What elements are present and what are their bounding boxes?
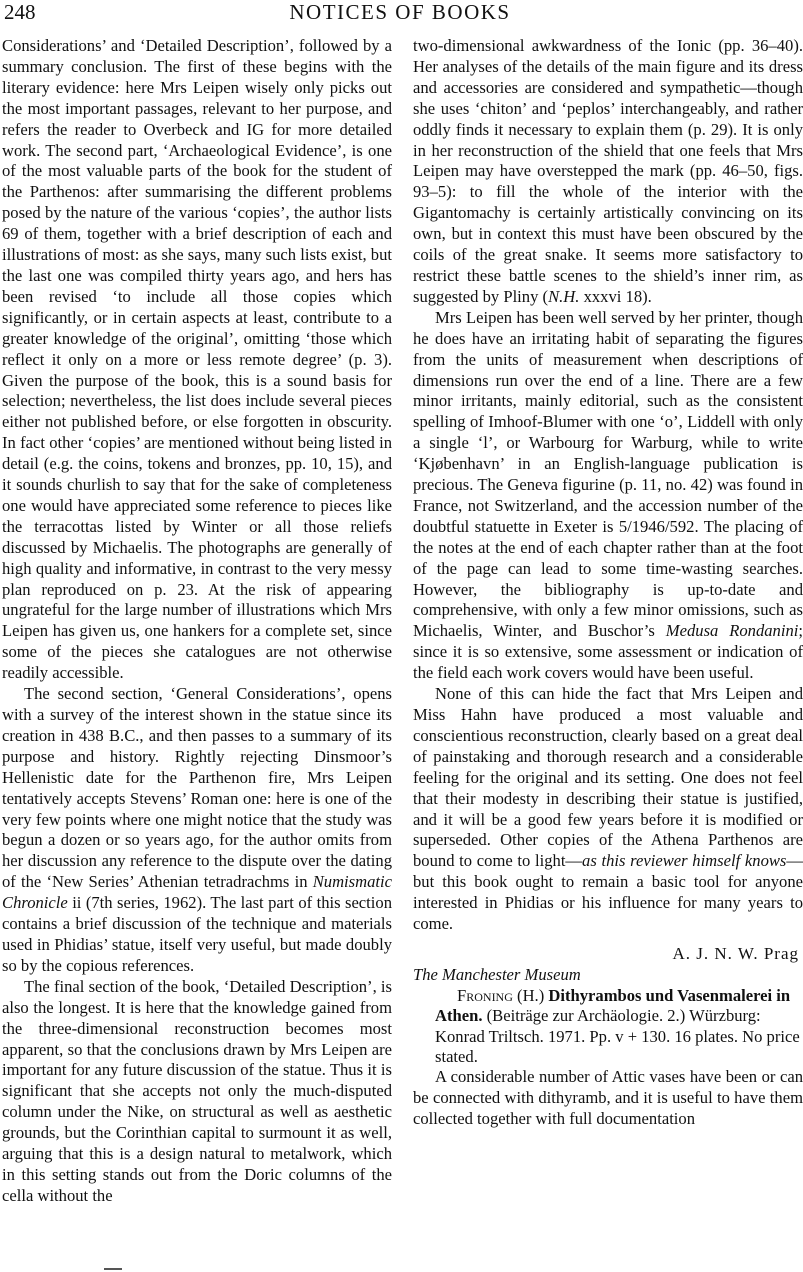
right-column: [413, 36, 803, 1130]
text-run: None of this can hide the fact that Mrs Leipen and Miss Hahn have produced a most valuable and conscientious reconstruction, clearly based on a great deal of painstaking and thorough research and a considerable feeling for the original and its setting. One does not feel that their modesty in describing their statue is justified, and it will be a good few years before it is modified or superseded. Other copies of the Athena Parthenos are bound to come to light—: [413, 684, 803, 871]
work-title: Medusa Rondanini: [665, 621, 799, 641]
paragraph: [413, 684, 803, 935]
footer-mark: [104, 1268, 122, 1270]
citation-ref: N.H.: [548, 286, 580, 306]
reviewer-signature: A. J. N. W. Prag: [672, 943, 799, 963]
paragraph: The final section of the book, ‘Detailed Description’, is also the longest. It is here that the knowledge gained from the three-dimensional reconstruction becomes most apparent, so that the conclusions drawn by Mrs Leipen are important for any future discussion of the statue. Thus it is significant that she accepts not only the much-disputed column under the Nike, on structural as well as aesthetic grounds, but the Corinthian capital to surmount it as well, arguing that this is a design natural to metalwork, which in this setting stands out from the Doric columns of the cella without the: [2, 976, 392, 1205]
paragraph: [2, 684, 392, 977]
reviewed-series: (Beiträge zur Archäologie. 2.): [486, 1006, 686, 1026]
review-opening-paragraph: A considerable number of Attic vases have been or can be connected with dithyramb, and it is useful to have them collected together with full documentation: [413, 1067, 803, 1129]
page-header: [0, 0, 800, 26]
reviewed-author: Froning (H.): [457, 985, 545, 1005]
page-number: 248: [4, 0, 36, 24]
paragraph: [413, 36, 803, 308]
reviewed-publisher: Würzburg: Konrad Triltsch. 1971. Pp. v + 130. 16 plates. No price stated.: [435, 1006, 800, 1066]
text-run: Mrs Leipen has been well served by her printer, though he does have an irritating habit of separating the figures from the units of measurement when descriptions of dimensions run over the end of a line. There are a few minor irritants, mainly editorial, such as the consistent spelling of Imhoof-Blumer with one ‘o’, Liddell with only a single ‘l’, or Warbourg for Warburg, while to write ‘Kjøbenhavn’ in an English-language publication is precious. The Geneva figurine (p. 11, no. 42) was found in France, not Switzerland, and the accession number of the doubtful statuette in Exeter is 5/1946/592. The placing of the notes at the end of each chapter rather than at the foot of the page can lead to some time-wasting searches. However, the bibliography is up-to-date and comprehensive, with only a few minor omissions, such as Michaelis, Winter, and Buschor’s: [413, 307, 803, 641]
journal-title: Numismatic Chronicle: [2, 872, 392, 913]
running-head: NOTICES OF BOOKS: [289, 0, 511, 24]
text-run: ii (7th series, 1962). The last part of this section contains a brief discussion of the technique and materials used in Phidias’ statue, itself very useful, but made doubly so by the copious references.: [2, 893, 392, 975]
text-aside: as this reviewer himself knows: [582, 851, 787, 871]
text-run: ; since it is so extensive, some assessment or indication of the field each work covers would have been useful.: [413, 621, 803, 683]
paragraph: [413, 308, 803, 684]
review-heading: [413, 986, 803, 1068]
reviewer-affiliation: The Manchester Museum: [413, 964, 581, 984]
text-run: —but this book ought to remain a basic tool for anyone interested in Phidias or his influence for many years to come.: [413, 851, 803, 934]
text-run: two-dimensional awkwardness of the Ionic (pp. 36–40). Her analyses of the details of the main figure and its dress and accessories are considered and sympathetic—though she uses ‘chiton’ and ‘peplos’ interchangeably, and rather oddly finds it necessary to explain them (p. 29). It is only in her reconstruction of the shield that one feels that Mrs Leipen may have overstepped the mark (pp. 46–50, figs. 93–5): to fill the whole of the interior with the Gigantomachy is certainly artistically convincing on its own, but in context this must have been obscured by the coils of the great snake. It seems more satisfactory to restrict these battle scenes to the shield’s inner rim, as suggested by Pliny (: [413, 36, 803, 306]
left-column: [2, 36, 392, 1207]
reviewed-title: Dithyrambos und Vasenmalerei in Athen.: [435, 985, 791, 1026]
text-run: xxxvi 18).: [579, 286, 652, 306]
paragraph: Considerations’ and ‘Detailed Description’, followed by a summary conclusion. The first of these begins with the literary evidence: here Mrs Leipen wisely only picks out the most important passages, relevant to her purpose, and refers the reader to Overbeck and IG for more detailed work. The second part, ‘Archaeological Evidence’, is one of the most valuable parts of the book for the student of the Parthenos: after summarising the different problems posed by the nature of the various ‘copies’, the author lists 69 of them, together with a brief description of each and illustrations of most: as she says, many such lists exist, but the last one was compiled thirty years ago, and hers has been revised ‘to include all those copies which significantly, or in certain aspects at least, contribute to a greater knowledge of the original’, omitting ‘those which reflect it only on a more or less remote degree’ (p. 3). Given the purpose of the book, this is a sound basis for selection; nevertheless, the list does include several pieces either not published before, or else forgotten in obscurity. In fact other ‘copies’ are mentioned without being listed in detail (e.g. the coins, tokens and bronzes, pp. 10, 15), and it sounds churlish to say that for the sake of completeness one would have appreciated some reference to pieces like the terracottas listed by Winter or all those reliefs discussed by Michaelis. The photographs are generally of high quality and informative, in contrast to the very messy plan reproduced on p. 23. At the risk of appearing ungrateful for the large number of illustrations which Mrs Leipen has given us, one hankers for a complete set, since some of the pieces she catalogues are not otherwise readily accessible.: [2, 36, 392, 683]
text-run: The second section, ‘General Considerations’, opens with a survey of the interest shown in the statue since its creation in 438 B.C., and then passes to a summary of its purpose and history. Rightly rejecting Dinsmoor’s Hellenistic date for the Parthenon fire, Mrs Leipen tentatively accepts Stevens’ Roman one: here is one of the very few points where one might notice that the study was begun a dozen or so years ago, for the author omits from her discussion any reference to the dispute over the dating of the ‘New Series’ Athenian tetradrachms in: [2, 684, 392, 892]
